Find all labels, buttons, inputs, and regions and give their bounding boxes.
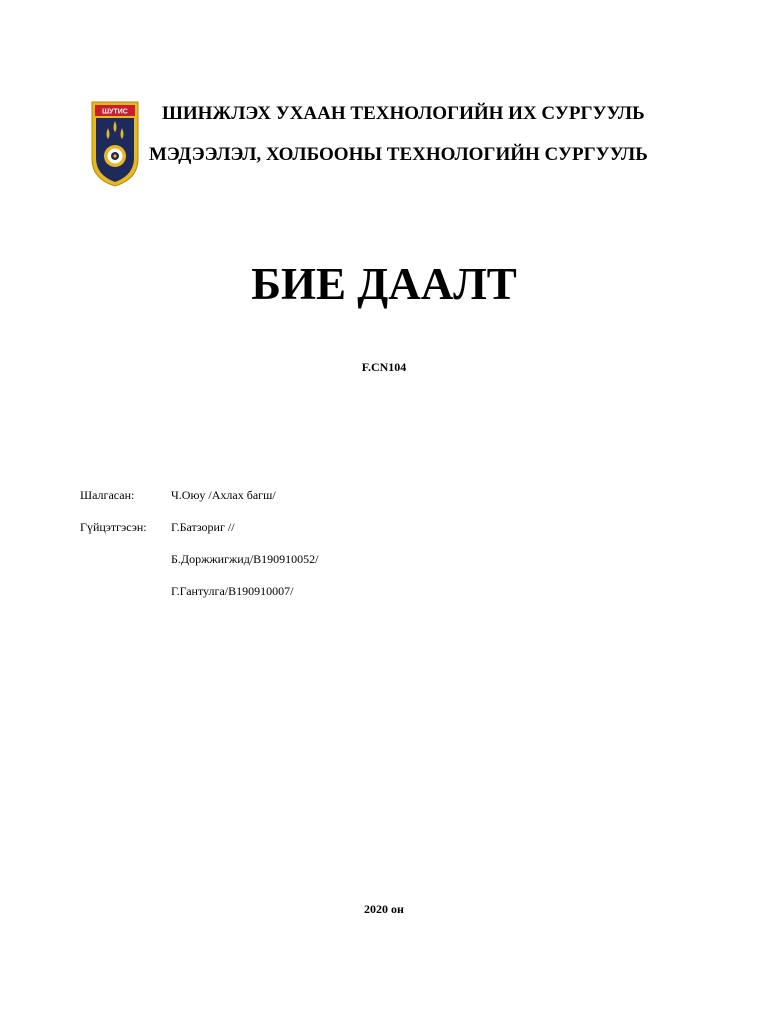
year: 2020 он <box>364 902 404 916</box>
performed-by-label: Гүйцэтгэсэн: <box>80 520 147 534</box>
university-logo <box>91 101 139 187</box>
performer-3: Г.Гантулга/B190910007/ <box>171 584 294 598</box>
university-name: ШИНЖЛЭХ УХААН ТЕХНОЛОГИЙН ИХ СУРГУУЛЬ <box>162 103 645 124</box>
checked-by-value: Ч.Оюу /Ахлах багш/ <box>171 488 276 502</box>
checked-by-label: Шалгасан: <box>80 488 135 502</box>
course-code: F.CN104 <box>361 360 407 374</box>
document-title: БИЕ ДААЛТ <box>251 259 517 309</box>
svg-text:ШУТИС: ШУТИС <box>102 108 128 116</box>
performer-1: Г.Батзориг // <box>171 520 235 534</box>
performer-2: Б.Доржжигжид/B190910052/ <box>171 552 319 566</box>
school-name: МЭДЭЭЛЭЛ, ХОЛБООНЫ ТЕХНОЛОГИЙН СУРГУУЛЬ <box>149 144 648 165</box>
